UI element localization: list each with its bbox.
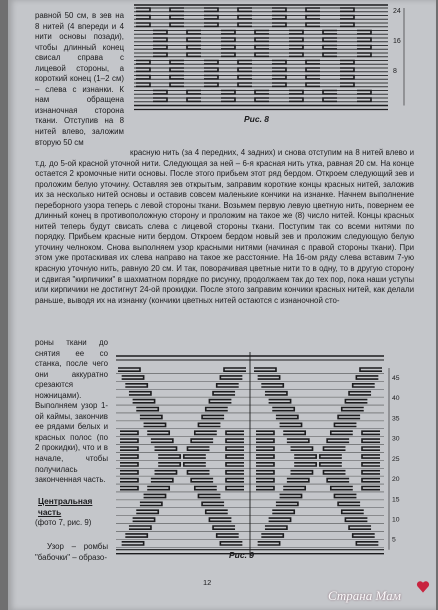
fig8-weft-loop	[153, 91, 167, 94]
fig9-weft-loop	[265, 392, 287, 395]
fig9-weft-loop	[323, 447, 345, 450]
fig9-weft-loop	[187, 471, 209, 474]
fig9-weft-loop	[362, 447, 380, 450]
fig8-weft-loop	[204, 8, 218, 11]
fig9-weft-loop	[147, 431, 169, 434]
fig8-weft-loop	[357, 53, 371, 56]
fig8-weft-loop	[136, 68, 150, 71]
fig9-weft-loop	[320, 463, 342, 466]
fig8-weft-loop	[153, 46, 167, 49]
fig9-weft-loop	[254, 368, 276, 371]
fig8-weft-loop	[289, 98, 303, 101]
fig8-weft-loop	[187, 53, 201, 56]
fig9-weft-loop	[158, 455, 180, 458]
fig9-weft-loop	[356, 542, 378, 545]
fig8-weft-loop	[323, 53, 337, 56]
fig9-weft-loop	[323, 471, 345, 474]
fig8-weft-loop	[272, 8, 286, 11]
fig8-weft-loop	[238, 61, 252, 64]
fig9-weft-loop	[206, 408, 228, 411]
fig8-weft-loop	[136, 76, 150, 79]
fig8-weft-loop	[204, 68, 218, 71]
fig9-weft-loop	[256, 431, 274, 434]
fig9-weft-loop	[261, 384, 283, 387]
fig9-weft-loop	[144, 423, 166, 426]
fig9-weft-loop	[202, 502, 224, 505]
fig9-weft-loop	[294, 455, 316, 458]
fig8-weft-loop	[153, 98, 167, 101]
fig8-weft-loop	[238, 23, 252, 26]
fig8-weft-loop	[170, 83, 184, 86]
fig8-weft-loop	[289, 53, 303, 56]
fig9-weft-loop	[184, 463, 206, 466]
fig8-weft-loop	[204, 83, 218, 86]
fig8-weft-loop	[136, 83, 150, 86]
fig9-weft-loop	[187, 447, 209, 450]
fig8-weft-loop	[238, 83, 252, 86]
fig9-weft-loop	[276, 415, 298, 418]
fig9-weft-loop	[258, 376, 280, 379]
fig9-weft-loop	[120, 479, 138, 482]
fig8-weft-loop	[272, 76, 286, 79]
fig9-weft-loop	[133, 518, 155, 521]
fig8-weft-loop	[357, 91, 371, 94]
fig8-weft-loop	[289, 46, 303, 49]
fig8-weft-loop	[323, 31, 337, 34]
fig9-row-label: 30	[392, 435, 400, 443]
fig8-weft-loop	[357, 46, 371, 49]
fig8-weft-loop	[187, 98, 201, 101]
fig9-weft-loop	[198, 423, 220, 426]
fig9-weft-loop	[269, 518, 291, 521]
fig9-weft-loop	[331, 487, 353, 490]
fig8-weft-loop	[323, 98, 337, 101]
fig9-weft-loop	[349, 526, 371, 529]
fig9-weft-loop	[191, 439, 213, 442]
fig8-weft-loop	[272, 23, 286, 26]
fig8-weft-loop	[255, 98, 269, 101]
fig9-weft-loop	[191, 479, 213, 482]
fig9-weft-loop	[226, 431, 244, 434]
fig8-row-label: 8	[393, 68, 397, 75]
page-number: 12	[203, 578, 212, 587]
fig9-weft-loop	[129, 392, 151, 395]
fig8-weft-loop	[306, 68, 320, 71]
fig8-weft-loop	[272, 61, 286, 64]
fig9-weft-loop	[256, 455, 274, 458]
fig9-weft-loop	[120, 471, 138, 474]
section-text-start: Узор – ромбы "бабочки" – образо-	[35, 542, 108, 562]
fig9-weft-loop	[129, 526, 151, 529]
fig9-weft-loop	[226, 471, 244, 474]
fig8-weft-loop	[136, 61, 150, 64]
fig9-weft-loop	[256, 487, 274, 490]
fig9-weft-loop	[256, 479, 274, 482]
fig9-weft-loop	[362, 455, 380, 458]
fig9-weft-loop	[272, 510, 294, 513]
fig9-weft-loop	[362, 479, 380, 482]
fig9-weft-loop	[133, 400, 155, 403]
fig9-row-label: 25	[392, 455, 400, 463]
fig8-weft-loop	[238, 16, 252, 19]
fig9-weft-loop	[120, 447, 138, 450]
fig9-weft-loop	[209, 400, 231, 403]
fig8-weft-loop	[323, 38, 337, 41]
fig8-weft-loop	[306, 8, 320, 11]
fig8-weft-loop	[255, 91, 269, 94]
fig9-weft-loop	[258, 542, 280, 545]
fig9-weft-loop	[283, 431, 305, 434]
fig9-weft-loop	[184, 455, 206, 458]
fig9-weft-loop	[356, 376, 378, 379]
fig9-weft-loop	[226, 463, 244, 466]
fig8-weft-loop	[272, 16, 286, 19]
fig8-weft-loop	[221, 38, 235, 41]
fig8-weft-loop	[323, 91, 337, 94]
fig9-weft-loop	[202, 415, 224, 418]
fig8-weft-loop	[153, 38, 167, 41]
fig9-row-label: 35	[392, 415, 400, 423]
fig9-weft-loop	[217, 534, 239, 537]
fig9-weft-loop	[226, 487, 244, 490]
fig9-weft-loop	[338, 502, 360, 505]
fig9-weft-loop	[256, 471, 274, 474]
fig8-weft-loop	[357, 31, 371, 34]
fig9-weft-loop	[151, 439, 173, 442]
fig8-weft-loop	[136, 23, 150, 26]
fig8-weft-loop	[340, 8, 354, 11]
fig8-weft-loop	[289, 31, 303, 34]
fig8-weft-loop	[221, 91, 235, 94]
fig9-weft-loop	[226, 455, 244, 458]
fig8-weft-loop	[187, 91, 201, 94]
fig9-weft-loop	[120, 455, 138, 458]
fig8-weft-loop	[306, 16, 320, 19]
fig9-weft-loop	[120, 431, 138, 434]
fig9-weft-loop	[120, 463, 138, 466]
fig8-weft-loop	[136, 8, 150, 11]
fig8-weft-loop	[170, 16, 184, 19]
fig9-weft-loop	[226, 479, 244, 482]
fig9-weft-loop	[122, 542, 144, 545]
fig9-weft-loop	[280, 423, 302, 426]
watermark-text: Страна Мам	[328, 588, 401, 603]
fig8-weft-loop	[153, 53, 167, 56]
fig9-weft-loop	[220, 542, 242, 545]
fig8-weft-loop	[272, 83, 286, 86]
fig9-weft-loop	[155, 471, 177, 474]
fig9-row-label: 15	[392, 496, 400, 504]
fig9-weft-loop	[213, 392, 235, 395]
fig8-weft-loop	[306, 76, 320, 79]
fig8-weft-loop	[340, 16, 354, 19]
fig8-weft-loop	[289, 91, 303, 94]
fig8-weft-loop	[221, 98, 235, 101]
fig9-weft-loop	[327, 479, 349, 482]
figure-8-diagram	[130, 0, 430, 120]
fig9-weft-loop	[209, 518, 231, 521]
fig9-weft-loop	[256, 447, 274, 450]
fig8-weft-loop	[136, 16, 150, 19]
fig9-weft-loop	[125, 534, 147, 537]
figure-9-caption: Рис. 9	[229, 550, 255, 560]
body-text-left-bottom: роны ткани до снятия ее со станка, после чего они аккуратно срезаются ножницами). Выполняем узор 1-ой каймы, закончив ее рядами белых и красных полос (по 2 прокидки), что и в начале, чтобы получилась законченная часть.	[35, 338, 108, 485]
fig8-weft-loop	[170, 61, 184, 64]
fig9-weft-loop	[269, 400, 291, 403]
fig8-weft-loop	[204, 61, 218, 64]
fig9-weft-loop	[291, 447, 313, 450]
fig9-weft-loop	[280, 494, 302, 497]
fig8-weft-loop	[204, 16, 218, 19]
fig9-row-label: 10	[392, 516, 400, 524]
fig9-weft-loop	[362, 431, 380, 434]
fig8-weft-loop	[170, 8, 184, 11]
heart-icon	[416, 580, 430, 594]
fig8-weft-loop	[221, 53, 235, 56]
fig9-weft-loop	[360, 368, 382, 371]
fig9-row-label: 20	[392, 476, 400, 484]
fig9-weft-loop	[136, 408, 158, 411]
fig9-weft-loop	[362, 463, 380, 466]
fig8-weft-loop	[238, 8, 252, 11]
fig8-weft-loop	[204, 76, 218, 79]
fig9-weft-loop	[195, 431, 217, 434]
fig9-weft-loop	[287, 479, 309, 482]
fig9-weft-loop	[118, 368, 140, 371]
fig8-weft-loop	[255, 31, 269, 34]
fig8-weft-loop	[255, 38, 269, 41]
fig9-weft-loop	[226, 447, 244, 450]
figure-9-diagram	[112, 350, 432, 545]
fig8-row-label: 24	[393, 8, 401, 15]
fig9-weft-loop	[327, 439, 349, 442]
watermark	[328, 586, 438, 606]
fig9-weft-loop	[362, 439, 380, 442]
fig8-weft-loop	[187, 31, 201, 34]
fig9-weft-loop	[256, 439, 274, 442]
fig8-weft-loop	[323, 46, 337, 49]
fig8-weft-loop	[306, 61, 320, 64]
fig9-weft-loop	[125, 384, 147, 387]
fig9-weft-loop	[345, 518, 367, 521]
fig9-weft-loop	[291, 471, 313, 474]
fig8-weft-loop	[306, 83, 320, 86]
fig9-weft-loop	[217, 384, 239, 387]
fig9-weft-loop	[140, 502, 162, 505]
figure-8-caption: Рис. 8	[244, 114, 270, 124]
fig8-weft-loop	[221, 31, 235, 34]
fig8-weft-loop	[255, 46, 269, 49]
body-text-left-top: равной 50 см, в зев на 8 нитей (4 впереди и 4 нити основы позади), чтобы длинный конец свисал справа с лицевой стороны, а короткий конец (1–2 см) – слева с изнанки. К нам обращена изнаночная сторона ткани. Отступив на 8 нитей влево, заложим вторую 50 см	[35, 11, 124, 147]
fig8-weft-loop	[187, 46, 201, 49]
fig9-weft-loop	[342, 408, 364, 411]
fig9-weft-loop	[338, 415, 360, 418]
fig9-weft-loop	[320, 455, 342, 458]
fig8-weft-loop	[340, 83, 354, 86]
fig9-weft-loop	[136, 510, 158, 513]
fig9-weft-loop	[265, 526, 287, 529]
fig8-weft-loop	[238, 76, 252, 79]
fig8-weft-loop	[340, 23, 354, 26]
fig9-weft-loop	[158, 463, 180, 466]
fig9-weft-loop	[140, 415, 162, 418]
fig9-weft-loop	[362, 487, 380, 490]
fig8-weft-loop	[221, 46, 235, 49]
fig9-weft-loop	[206, 510, 228, 513]
fig8-weft-loop	[357, 38, 371, 41]
fig9-weft-loop	[220, 376, 242, 379]
fig9-weft-loop	[362, 471, 380, 474]
fig8-weft-loop	[187, 38, 201, 41]
fig8-row-label: 16	[393, 38, 401, 45]
fig9-weft-loop	[345, 400, 367, 403]
fig9-weft-loop	[195, 487, 217, 490]
fig8-weft-loop	[238, 68, 252, 71]
fig8-weft-loop	[340, 61, 354, 64]
fig8-weft-loop	[153, 31, 167, 34]
fig9-weft-loop	[224, 368, 246, 371]
fig8-weft-loop	[204, 23, 218, 26]
fig9-weft-loop	[120, 487, 138, 490]
fig9-weft-loop	[287, 439, 309, 442]
fig9-weft-loop	[353, 384, 375, 387]
fig9-weft-loop	[120, 439, 138, 442]
fig8-weft-loop	[340, 68, 354, 71]
fig9-weft-loop	[334, 423, 356, 426]
fig9-weft-loop	[144, 494, 166, 497]
fig9-row-label: 40	[392, 395, 400, 403]
fig9-weft-loop	[151, 479, 173, 482]
fig9-row-label: 5	[392, 536, 396, 544]
fig8-weft-loop	[289, 38, 303, 41]
fig9-weft-loop	[256, 463, 274, 466]
fig9-weft-loop	[272, 408, 294, 411]
fig8-weft-loop	[340, 76, 354, 79]
fig8-weft-loop	[306, 23, 320, 26]
section-heading-title: Центральная часть	[38, 496, 93, 517]
section-heading	[38, 496, 110, 517]
fig9-weft-loop	[283, 487, 305, 490]
fig8-weft-loop	[357, 98, 371, 101]
fig8-weft-loop	[170, 68, 184, 71]
fig9-weft-loop	[331, 431, 353, 434]
fig9-weft-loop	[122, 376, 144, 379]
fig8-weft-loop	[170, 23, 184, 26]
fig9-row-label: 45	[392, 375, 400, 382]
fig9-weft-loop	[155, 447, 177, 450]
body-text-main: красную нить (за 4 передних, 4 задних) и снова отступим на 8 нитей влево и т.д. до 5-ой красной уточной нити. Следующая за ней – 6-я красная нить утка, равная 20 см. На конце остается 2 кромочные нити основы. После этого прибьем этот ряд бердом. Откроем следующий зев и проложим белую уточину. Оставляя зев открытым, заправим короткие концы красных нитей, заложив их за несколько нитей основы и оставив совсем маленькие кончики на изнанке. Начнем выполнение переборного узора теперь с левой стороны ткани. Возьмем первую левую цветную нить, повернем ее длинный конец в противоположную сторону и проложим на такое же (8) число нитей. Концы красных нитей теперь будут свисать слева с лицевой стороны ткани. Поступим так со всеми нитями по порядку. Прибьем красные нити бердом. Откроем бердом новый зев и проложим следующую белую уточину челноком. Снова выполняем узор красными нитями (начиная с правой стороны ткани). При этом уже протаскивая их слева направо на такое же расстояние. На 16-ом ряду слева вставим 7-ую красную уточную нить, равную 20 см. И так, поворачивая цветные нити то в одну, то в другую сторону и сдвигая "кирпичики" в шахматном порядке по рисунку, продолжаем так до тех пор, пока наши уступы или кирпичики не достигнут 24-ой прокидки. После этого заправим кончики красных нитей, как делали раньше, выводя их на изнанку (кончики цветных нитей остаются с изнаночной сто-	[35, 148, 414, 305]
section-heading-ref: (фото 7, рис. 9)	[35, 518, 92, 527]
fig8-weft-loop	[272, 68, 286, 71]
fig9-weft-loop	[198, 494, 220, 497]
fig9-weft-loop	[353, 534, 375, 537]
fig9-weft-loop	[226, 439, 244, 442]
fig9-weft-loop	[213, 526, 235, 529]
fig9-weft-loop	[334, 494, 356, 497]
fig9-weft-loop	[342, 510, 364, 513]
fig9-weft-loop	[349, 392, 371, 395]
fig8-weft-loop	[255, 53, 269, 56]
fig9-weft-loop	[276, 502, 298, 505]
fig8-weft-loop	[170, 76, 184, 79]
fig9-weft-loop	[294, 463, 316, 466]
fig9-weft-loop	[147, 487, 169, 490]
fig9-weft-loop	[261, 534, 283, 537]
